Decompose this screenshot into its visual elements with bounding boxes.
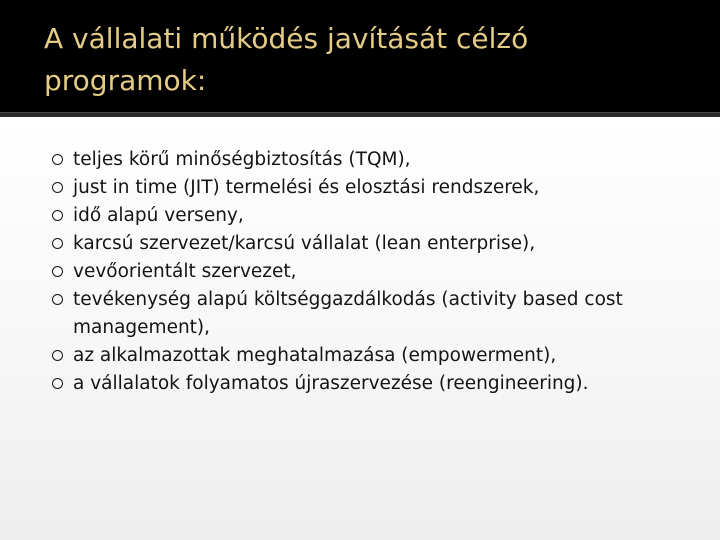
bullet-text: tevékenység alapú költséggazdálkodás (activity based cost management), [73, 289, 623, 338]
list-item [52, 258, 692, 286]
bullet-text: idő alapú verseny, [73, 205, 244, 226]
hollow-circle-icon [52, 182, 63, 193]
bullet-text: just in time (JIT) termelési és elosztási rendszerek, [73, 177, 540, 198]
hollow-circle-icon [52, 154, 63, 165]
list-item [52, 174, 692, 202]
bullet-text: vevőorientált szervezet, [73, 261, 297, 282]
hollow-circle-icon [52, 294, 63, 305]
hollow-circle-icon [52, 350, 63, 361]
content-area [0, 117, 720, 540]
list-item [52, 230, 692, 258]
bullet-text: a vállalatok folyamatos újraszervezése (reengineering). [73, 373, 589, 394]
list-item [52, 370, 692, 398]
slide-title: A vállalati működés javítását célzó programok: [44, 22, 529, 97]
bullet-text: karcsú szervezet/karcsú vállalat (lean enterprise), [73, 233, 536, 254]
list-item [52, 146, 692, 174]
list-item [52, 286, 692, 342]
hollow-circle-icon [52, 238, 63, 249]
title-bar [0, 0, 720, 112]
bullet-text: teljes körű minőségbiztosítás (TQM), [73, 149, 411, 170]
hollow-circle-icon [52, 210, 63, 221]
list-item [52, 202, 692, 230]
bullet-text: az alkalmazottak meghatalmazása (empowerment), [73, 345, 557, 366]
hollow-circle-icon [52, 378, 63, 389]
hollow-circle-icon [52, 266, 63, 277]
list-item [52, 342, 692, 370]
bullet-list [52, 146, 692, 398]
